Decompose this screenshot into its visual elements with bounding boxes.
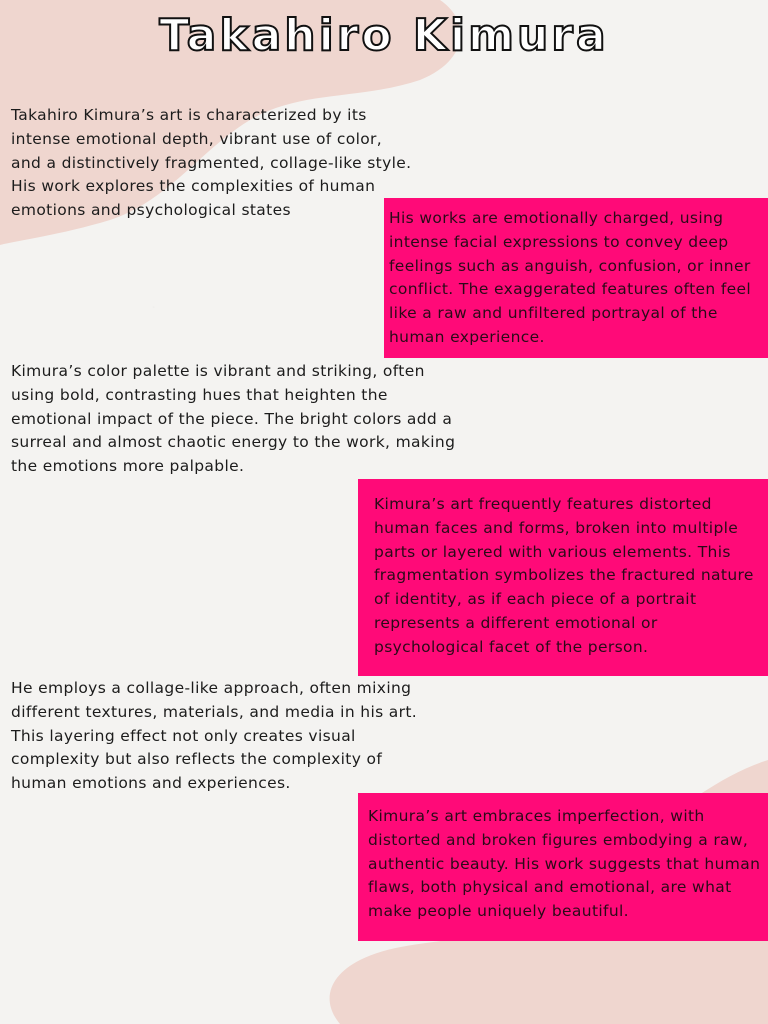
paragraph-collage: He employs a collage-like approach, often mixing different textures, materials, and media in his art. This layering effect not only creates visual complexity but also reflects the complexity of human emotions and experiences. (11, 679, 418, 793)
highlight-box-emotion (384, 198, 768, 358)
highlight-box-emotion-text: His works are emotionally charged, using intense facial expressions to convey deep feelings such as anguish, confusion, or inner conflict. The exaggerated features often feel like a raw and unfiltered portrayal of the human experience. (389, 209, 752, 346)
highlight-box-imperfection-text: Kimura’s art embraces imperfection, with distorted and broken figures embodying a raw, authentic beauty. His work suggests that human flaws, both physical and emotional, are what make people uniquely beautiful. (368, 807, 761, 921)
paragraph-intro: Takahiro Kimura’s art is characterized by its intense emotional depth, vibrant use of color, and a distinctively fragmented, collage-like style. His work explores the complexities of human emotions and psychological states (11, 106, 412, 220)
highlight-box-fragmentation-text: Kimura’s art frequently features distorted human faces and forms, broken into multiple parts or layered with various elements. This fragmentation symbolizes the fractured nature of identity, as if each piece of a portrait represents a different emotional or psychological facet of the person. (374, 495, 754, 656)
highlight-box-fragmentation (358, 479, 768, 676)
page-title: Takahiro Kimura (159, 10, 609, 61)
highlight-box-imperfection (358, 793, 768, 941)
paragraph-color: Kimura’s color palette is vibrant and striking, often using bold, contrasting hues that heighten the emotional impact of the piece. The bright colors add a surreal and almost chaotic energy to the work, making the emotions more palpable. (11, 362, 456, 476)
